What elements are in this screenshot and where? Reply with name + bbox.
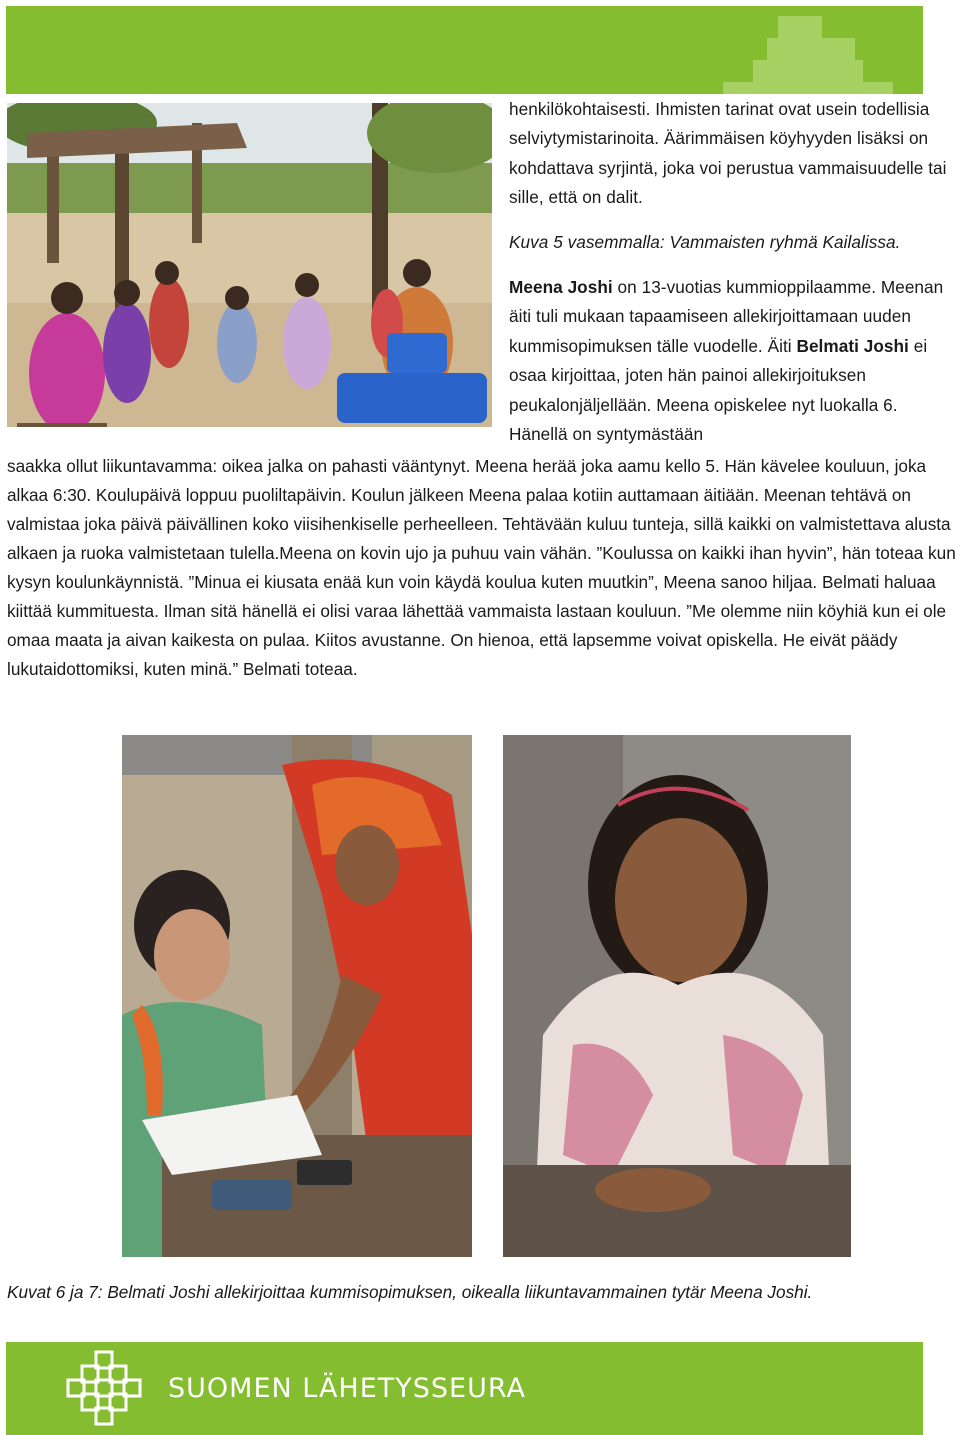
photo-caption-5: Kuva 5 vasemmalla: Vammaisten ryhmä Kailalissa. bbox=[509, 231, 901, 252]
header-band bbox=[6, 6, 923, 94]
group-photo bbox=[7, 103, 492, 427]
meena-portrait-photo bbox=[503, 735, 851, 1257]
brand-name: SUOMEN LÄHETYSSEURA bbox=[168, 1373, 527, 1404]
cross-pattern-icon bbox=[683, 6, 923, 94]
meena-text-a: on 13-vuotias kummioppilaamme. Meenan äiti tuli mukaan tapaamiseen allekirjoittamaan uuden kummisopimuksen tälle vuodelle. Äiti bbox=[509, 277, 944, 356]
name-meena: Meena Joshi bbox=[509, 277, 613, 298]
intro-paragraph: henkilökohtaisesti. Ihmisten tarinat ovat usein todellisia selviytymistarinoita. Äärimmäisen köyhyyden lisäksi on kohdattava syrjintä, joka voi perustua vammaisuudelle tai sille, että on dalit. bbox=[509, 99, 947, 208]
meena-text-b: ei osaa kirjoittaa, joten hän painoi allekirjoituksen peukalonjäljellään. Meena opiskelee nyt luokalla 6. Hänellä on syntymästään bbox=[509, 335, 928, 445]
cross-of-squares-icon bbox=[64, 1350, 148, 1430]
meena-paragraph bbox=[509, 273, 959, 449]
signing-photo bbox=[122, 735, 472, 1257]
photo-caption-6-7: Kuvat 6 ja 7: Belmati Joshi allekirjoittaa kummisopimuksen, oikealla liikuntavammainen tytär Meena Joshi. bbox=[7, 1282, 813, 1302]
footer-band bbox=[6, 1342, 923, 1435]
text-column bbox=[509, 95, 959, 449]
name-belmati: Belmati Joshi bbox=[796, 335, 909, 356]
body-text bbox=[7, 452, 960, 684]
body-paragraph: saakka ollut liikuntavamma: oikea jalka on pahasti vääntynyt. Meena herää joka aamu kello 5. Hän kävelee kouluun, joka alkaa 6:30. Koulupäivä loppuu puoliltapäivin. Koulun jälkeen Meena palaa kotiin auttamaan äitiään. Meenan tehtävä on valmistaa joka päivä päivällinen koko viisihenkiselle perheelleen. Tehtävään kuluu tunteja, sillä kaikki on valmistettava alusta alkaen ja ruoka valmistetaan tulella.Meena on kovin ujo ja puhuu vain vähän. ”Koulussa on kaikki ihan hyvin”, hän toteaa kun kysyn koulunkäynnistä. ”Minua ei kiusata enää kun voin käydä koulua kuten muutkin”, Meena sanoo hiljaa. Belmati haluaa kiittää kummituesta. Ilman sitä hänellä ei olisi varaa lähettää vammaista lastaan kouluun. ”Me olemme niin köyhiä kun ei ole omaa maata ja aivan kaikesta on pulaa. Kiitos avustanne. On hienoa, että lapsemme voivat opiskella. He eivät päädy lukutaidottomiksi, kuten minä.” Belmati toteaa. bbox=[7, 456, 956, 679]
